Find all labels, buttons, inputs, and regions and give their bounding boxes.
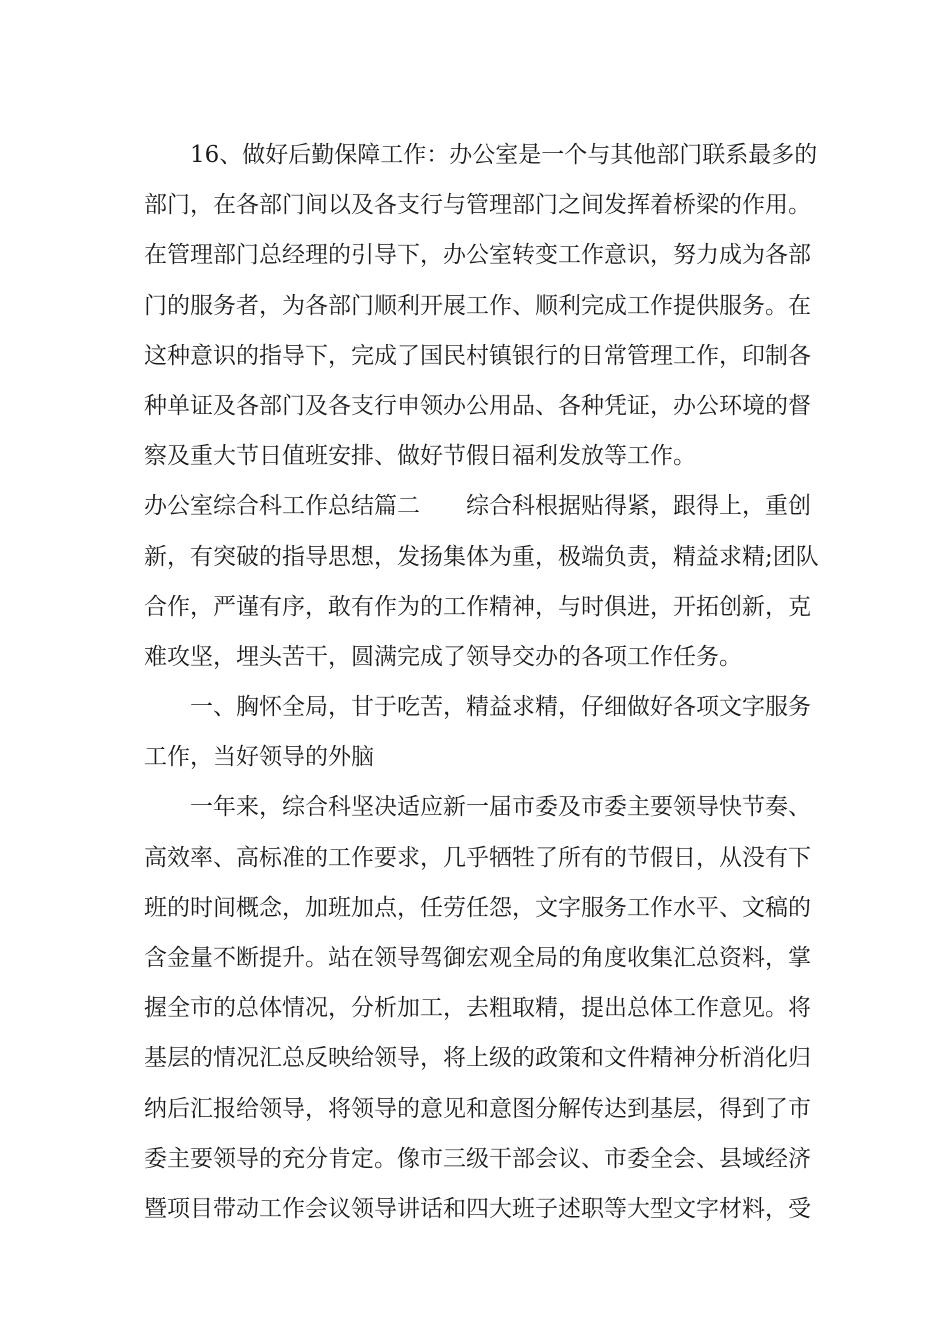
text-line: 委主要领导的充分肯定。像市三级干部会议、市委全会、县域经济 bbox=[144, 1145, 811, 1172]
text-line: 暨项目带动工作会议领导讲话和四大班子述职等大型文字材料，受 bbox=[144, 1195, 811, 1222]
text-line: 16、做好后勤保障工作：办公室是一个与其他部门联系最多的 bbox=[190, 142, 818, 168]
text-line: 班的时间概念，加班加点，任劳任怨，文字服务工作水平、文稿的 bbox=[144, 894, 811, 921]
text-line: 部门，在各部门间以及各支行与管理部门之间发挥着桥梁的作用。 bbox=[144, 192, 811, 219]
text-line: 种单证及各部门及各支行申领办公用品、各种凭证，办公环境的督 bbox=[144, 392, 811, 419]
document-body bbox=[144, 130, 819, 1234]
text-line: 合作，严谨有序，敢有作为的工作精神，与时俱进，开拓创新，克 bbox=[144, 593, 811, 620]
text-line: 难攻坚，埋头苦干，圆满完成了领导交办的各项工作任务。 bbox=[144, 643, 742, 670]
text-line: 办公室综合科工作总结篇二 综合科根据贴得紧，跟得上，重创 bbox=[144, 493, 811, 520]
text-line: 基层的情况汇总反映给领导，将上级的政策和文件精神分析消化归 bbox=[144, 1045, 811, 1072]
text-line: 高效率、高标准的工作要求，几乎牺牲了所有的节假日，从没有下 bbox=[144, 844, 811, 871]
text-line: 握全市的总体情况，分析加工，去粗取精，提出总体工作意见。将 bbox=[144, 995, 811, 1022]
text-line: 新，有突破的指导思想，发扬集体为重，极端负责，精益求精;团队 bbox=[144, 543, 819, 570]
text-line: 工作，当好领导的外脑 bbox=[144, 744, 374, 771]
text-line: 察及重大节日值班安排、做好节假日福利发放等工作。 bbox=[144, 443, 696, 470]
text-line: 门的服务者，为各部门顺利开展工作、顺利完成工作提供服务。在 bbox=[144, 292, 811, 319]
text-line: 纳后汇报给领导，将领导的意见和意图分解传达到基层，得到了市 bbox=[144, 1095, 811, 1122]
text-line: 一年来，综合科坚决适应新一届市委及市委主要领导快节奏、 bbox=[190, 794, 811, 821]
text-line: 一、胸怀全局，甘于吃苦，精益求精，仔细做好各项文字服务 bbox=[190, 694, 811, 721]
text-line: 这种意识的指导下，完成了国民村镇银行的日常管理工作，印制各 bbox=[144, 342, 811, 369]
text-line: 在管理部门总经理的引导下，办公室转变工作意识，努力成为各部 bbox=[144, 242, 811, 269]
text-line: 含金量不断提升。站在领导驾御宏观全局的角度收集汇总资料，掌 bbox=[144, 945, 811, 971]
